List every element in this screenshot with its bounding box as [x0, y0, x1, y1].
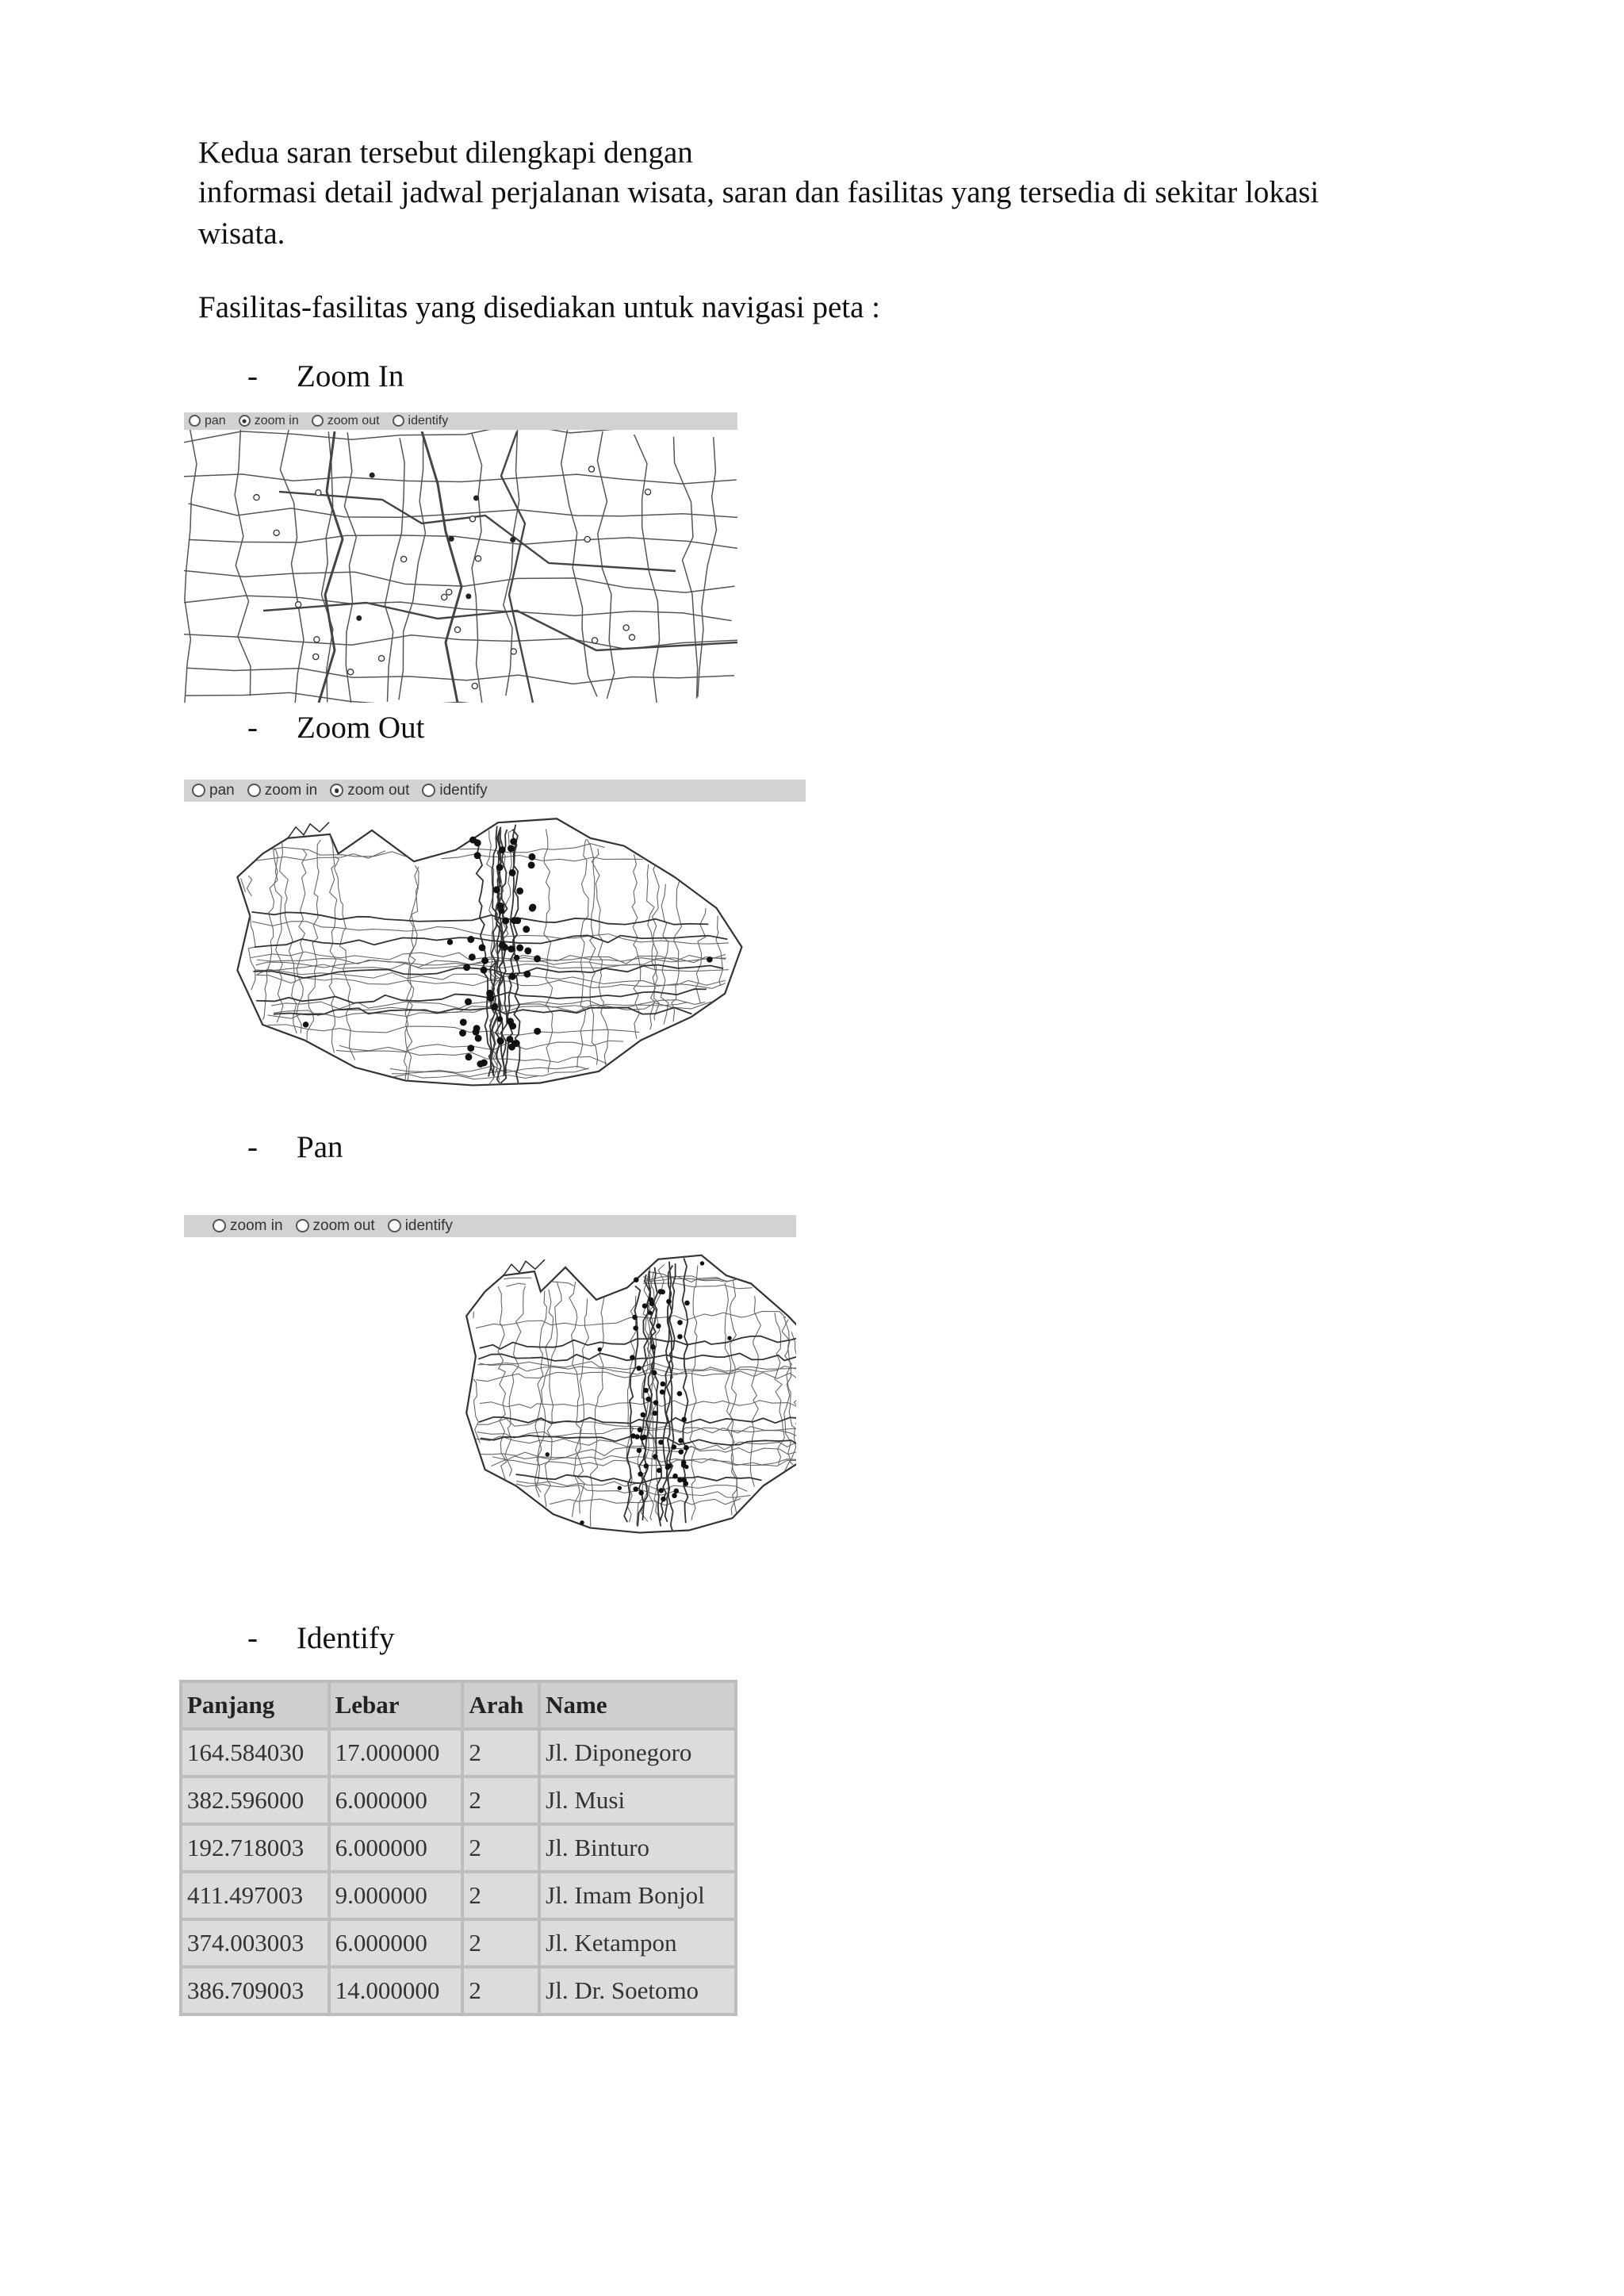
poi-marker	[638, 1427, 643, 1432]
radio-button[interactable]	[213, 1219, 226, 1232]
table-header-row	[182, 1683, 734, 1727]
map-pan[interactable]	[184, 1215, 796, 1564]
poi-marker	[313, 654, 319, 659]
poi-marker	[508, 845, 515, 852]
poi-marker	[511, 649, 516, 654]
radio-label: pan	[209, 782, 235, 799]
poi-marker	[496, 864, 504, 871]
poi-marker	[638, 1471, 643, 1477]
poi-marker	[677, 1320, 683, 1325]
map-toolbar	[184, 780, 806, 802]
poi-marker	[653, 1411, 658, 1416]
intro-line-2: informasi detail jadwal perjalanan wisata, saran dan fasilitas yang tersedia di sekitar lokasi	[198, 175, 1320, 209]
poi-marker	[677, 1478, 683, 1483]
bullet-dash: -	[247, 359, 258, 393]
cell-name: Jl. Imam Bonjol	[541, 1873, 734, 1918]
radio-button[interactable]	[192, 784, 205, 797]
road-line	[189, 504, 737, 518]
poi-marker	[481, 1060, 488, 1067]
road-map	[184, 412, 737, 703]
column-header: Name	[541, 1683, 734, 1727]
poi-marker	[465, 1053, 473, 1060]
poi-marker	[447, 939, 453, 945]
poi-marker	[618, 1486, 622, 1490]
road-line	[344, 432, 356, 703]
poi-marker	[638, 1490, 644, 1496]
poi-marker	[508, 945, 515, 953]
cell-name: Jl. Diponegoro	[541, 1731, 734, 1775]
poi-marker	[449, 536, 454, 542]
radio-button[interactable]	[393, 415, 404, 427]
district-boundary	[253, 965, 723, 978]
cell-lebar: 6.000000	[331, 1826, 462, 1870]
column-header: Lebar	[331, 1683, 462, 1727]
poi-marker	[672, 1474, 678, 1479]
table-row	[182, 1921, 734, 1965]
poi-marker	[597, 1347, 601, 1351]
poi-marker	[684, 1301, 690, 1306]
cell-lebar: 6.000000	[331, 1778, 462, 1823]
poi-marker	[677, 1334, 683, 1340]
cell-name: Jl. Dr. Soetomo	[541, 1968, 734, 2013]
poi-marker	[473, 495, 479, 500]
poi-marker	[524, 947, 531, 954]
cell-lebar: 14.000000	[331, 1968, 462, 2013]
road-line	[189, 535, 737, 549]
road-line	[280, 428, 304, 703]
radio-label: zoom in	[254, 414, 299, 427]
poi-marker	[528, 861, 535, 868]
road-line	[476, 1311, 786, 1328]
intro-line-3: wisata.	[198, 217, 285, 251]
road-line	[587, 840, 597, 1065]
road-line	[544, 829, 553, 1072]
poi-marker	[523, 971, 530, 978]
poi-marker	[467, 936, 474, 943]
road-line	[256, 851, 385, 861]
radio-button[interactable]	[296, 1219, 309, 1232]
radio-option-identify[interactable]	[422, 780, 487, 802]
poi-marker	[648, 1311, 652, 1315]
road-line	[399, 432, 426, 700]
road-line	[551, 1282, 573, 1286]
poi-marker	[516, 887, 523, 895]
cell-panjang: 382.596000	[182, 1778, 327, 1823]
poi-marker	[534, 1028, 541, 1035]
cell-arah: 2	[464, 1826, 538, 1870]
radio-button[interactable]	[422, 784, 435, 797]
poi-marker	[707, 956, 712, 962]
poi-marker	[314, 637, 320, 642]
road-line	[690, 1265, 698, 1520]
poi-marker	[475, 556, 481, 562]
poi-marker	[650, 1344, 656, 1350]
poi-marker	[491, 1003, 498, 1010]
poi-marker	[499, 846, 506, 853]
road-line	[274, 849, 283, 1023]
poi-marker	[658, 1439, 664, 1445]
poi-marker	[592, 638, 597, 643]
poi-marker	[511, 1040, 519, 1047]
poi-marker	[481, 957, 488, 964]
map-zoom-out[interactable]	[184, 780, 806, 1106]
radio-button[interactable]	[247, 784, 261, 797]
cell-panjang: 411.497003	[182, 1873, 327, 1918]
poi-marker	[642, 1435, 647, 1440]
radio-option-zoom-in[interactable]	[247, 780, 318, 802]
radio-label: pan	[205, 414, 226, 427]
poi-marker	[469, 837, 477, 844]
road-line	[441, 854, 642, 861]
cell-name: Jl. Binturo	[541, 1826, 734, 1870]
radio-label: zoom in	[230, 1217, 283, 1234]
poi-marker	[254, 495, 259, 500]
table-row	[182, 1873, 734, 1918]
road-line	[643, 1283, 753, 1289]
poi-marker	[516, 945, 523, 952]
poi-marker	[727, 1336, 731, 1340]
poi-marker	[630, 1355, 635, 1360]
road-line	[791, 1332, 796, 1450]
road-line	[186, 668, 734, 684]
section-label-zoom-out: Zoom Out	[297, 711, 425, 745]
district-boundary	[256, 989, 707, 1003]
road-line	[339, 1041, 623, 1051]
poi-marker	[481, 967, 488, 974]
cell-panjang: 164.584030	[182, 1731, 327, 1775]
poi-marker	[661, 1497, 666, 1502]
poi-marker	[510, 838, 517, 845]
poi-marker	[465, 593, 471, 599]
poi-marker	[657, 1468, 662, 1474]
cell-panjang: 386.709003	[182, 1968, 327, 2013]
section-label-pan: Pan	[297, 1130, 343, 1164]
poi-marker	[684, 1481, 689, 1486]
road-line	[272, 847, 406, 857]
poi-marker	[672, 1493, 677, 1499]
poi-marker	[514, 917, 521, 924]
section-label-identify: Identify	[297, 1621, 395, 1655]
radio-label: zoom out	[312, 1217, 375, 1234]
poi-marker	[460, 1018, 467, 1025]
road-line	[480, 1400, 796, 1408]
poi-marker	[514, 955, 519, 960]
poi-marker	[666, 1463, 672, 1469]
table-row	[182, 1968, 734, 2013]
table-row	[182, 1826, 734, 1870]
radio-button[interactable]	[330, 784, 343, 797]
radio-option-identify[interactable]	[393, 412, 449, 430]
road-line	[248, 914, 255, 990]
poi-marker	[634, 1277, 639, 1282]
poi-marker	[644, 1463, 649, 1469]
road-line	[185, 692, 735, 703]
poi-marker	[469, 516, 475, 522]
radio-label: identify	[404, 1217, 453, 1234]
main-road	[319, 431, 343, 703]
road-line	[545, 1282, 561, 1508]
bullet-dash: -	[247, 1621, 258, 1655]
poi-marker	[632, 1315, 638, 1320]
cell-arah: 2	[464, 1873, 538, 1918]
poi-marker	[584, 536, 590, 542]
poi-marker	[588, 466, 594, 472]
poi-marker	[454, 627, 460, 632]
road-line	[698, 437, 717, 697]
poi-marker	[633, 1325, 638, 1331]
road-line	[577, 839, 588, 1068]
poi-marker	[499, 908, 504, 914]
poi-marker	[510, 537, 515, 542]
poi-marker	[370, 473, 375, 478]
road-line	[674, 437, 698, 699]
main-road	[501, 431, 533, 703]
poi-marker	[523, 926, 530, 933]
road-line	[459, 844, 604, 853]
poi-marker	[684, 1445, 689, 1451]
road-line	[268, 1025, 640, 1035]
poi-marker	[475, 1035, 482, 1042]
map-zoom-in[interactable]	[184, 412, 737, 703]
radio-button[interactable]	[189, 415, 201, 427]
cell-lebar: 6.000000	[331, 1921, 462, 1965]
poi-marker	[463, 964, 470, 971]
radio-button[interactable]	[312, 415, 324, 427]
radio-label: zoom in	[264, 782, 318, 799]
poi-marker	[660, 1389, 665, 1395]
poi-marker	[649, 1297, 654, 1303]
district-boundary	[274, 1007, 692, 1014]
table-row	[182, 1778, 734, 1823]
cell-panjang: 192.718003	[182, 1826, 327, 1870]
road-line	[473, 1379, 481, 1443]
radio-option-identify[interactable]	[388, 1215, 453, 1237]
cell-arah: 2	[464, 1921, 538, 1965]
poi-marker	[442, 594, 447, 600]
poi-marker	[534, 955, 541, 962]
poi-marker	[465, 999, 472, 1006]
road-line	[184, 474, 737, 484]
road-line	[597, 431, 614, 699]
cell-arah: 2	[464, 1968, 538, 2013]
road-line	[716, 916, 722, 986]
radio-label: zoom out	[347, 782, 410, 799]
poi-marker	[637, 1448, 642, 1454]
poi-marker	[274, 530, 279, 535]
poi-marker	[528, 853, 535, 861]
cell-arah: 2	[464, 1778, 538, 1823]
column-header: Arah	[464, 1683, 538, 1727]
poi-marker	[661, 1382, 666, 1387]
poi-marker	[493, 886, 500, 893]
poi-marker	[467, 1045, 474, 1052]
road-line	[661, 884, 668, 1025]
road-line	[590, 1297, 603, 1527]
poi-marker	[660, 1290, 665, 1295]
poi-marker	[580, 1520, 584, 1524]
road-line	[262, 849, 278, 1020]
column-header: Panjang	[182, 1683, 327, 1727]
district-boundary	[478, 1353, 796, 1361]
poi-marker	[700, 1261, 704, 1265]
poi-marker	[546, 1452, 550, 1456]
poi-marker	[509, 1022, 516, 1029]
radio-option-zoom-in[interactable]	[239, 412, 299, 430]
poi-marker	[684, 1465, 688, 1469]
map-toolbar	[184, 412, 737, 430]
poi-marker	[459, 1029, 466, 1037]
table-row	[182, 1731, 734, 1775]
poi-marker	[636, 1366, 642, 1371]
cell-name: Jl. Musi	[541, 1778, 734, 1823]
poi-marker	[643, 1388, 649, 1393]
road-line	[385, 438, 404, 702]
poi-marker	[645, 1397, 651, 1402]
radio-label: identify	[439, 782, 488, 799]
poi-marker	[529, 905, 536, 912]
road-line	[775, 1313, 784, 1464]
bullet-dash: -	[247, 1130, 258, 1164]
poi-marker	[469, 953, 476, 960]
poi-marker	[634, 1434, 640, 1439]
poi-marker	[633, 1486, 638, 1492]
road-line	[235, 427, 251, 696]
intro-line-1: Kedua saran tersebut dilengkapi dengan	[198, 136, 693, 170]
radio-button[interactable]	[239, 415, 251, 427]
cell-lebar: 17.000000	[331, 1731, 462, 1775]
map-toolbar	[184, 1215, 796, 1237]
poi-marker	[347, 669, 353, 675]
radio-label: identify	[408, 414, 449, 427]
poi-marker	[653, 1454, 658, 1459]
poi-marker	[446, 589, 452, 595]
poi-marker	[656, 1324, 661, 1329]
cell-name: Jl. Ketampon	[541, 1921, 734, 1965]
poi-marker	[502, 918, 509, 925]
poi-marker	[652, 1370, 657, 1376]
poi-marker	[473, 1025, 481, 1032]
district-boundary	[479, 1417, 796, 1424]
poi-marker	[681, 1416, 687, 1422]
facilities-heading: Fasilitas-fasilitas yang disediakan untuk navigasi peta :	[198, 290, 880, 324]
radio-button[interactable]	[388, 1219, 401, 1232]
poi-marker	[641, 1412, 646, 1418]
poi-marker	[472, 683, 477, 688]
poi-marker	[678, 1449, 684, 1455]
poi-marker	[623, 625, 629, 631]
poi-marker	[497, 1037, 504, 1045]
radio-option-zoom-out[interactable]	[296, 1215, 375, 1237]
poi-marker	[677, 1391, 683, 1397]
poi-marker	[666, 1299, 672, 1305]
poi-marker	[629, 634, 634, 640]
radio-option-zoom-in[interactable]	[213, 1215, 283, 1237]
poi-marker	[401, 556, 407, 562]
cell-lebar: 9.000000	[331, 1873, 462, 1918]
poi-marker	[316, 490, 321, 496]
radio-option-zoom-out[interactable]	[330, 780, 409, 802]
bullet-dash: -	[247, 711, 258, 745]
cell-arah: 2	[464, 1731, 538, 1775]
road-line	[505, 1286, 525, 1476]
road-line	[185, 425, 197, 703]
poi-marker	[296, 602, 301, 608]
poi-marker	[645, 489, 650, 495]
main-road	[422, 431, 462, 703]
radio-label: zoom out	[327, 414, 380, 427]
road-line	[473, 1312, 474, 1319]
poi-marker	[673, 1489, 679, 1494]
poi-marker	[509, 973, 516, 980]
poi-marker	[499, 941, 506, 949]
road-line	[750, 1296, 760, 1487]
section-label-zoom-in: Zoom In	[297, 359, 404, 393]
poi-marker	[486, 990, 493, 997]
road-line	[472, 433, 483, 703]
poi-marker	[653, 1400, 659, 1405]
road-line	[498, 1286, 507, 1480]
poi-marker	[671, 1444, 676, 1450]
road-line	[569, 1282, 584, 1514]
road-line	[516, 1484, 751, 1497]
poi-marker	[479, 944, 486, 951]
poi-marker	[356, 615, 362, 621]
road-map	[184, 1215, 796, 1564]
poi-marker	[509, 869, 516, 876]
poi-marker	[659, 1488, 665, 1493]
poi-marker	[678, 1438, 684, 1443]
radio-option-pan[interactable]	[189, 412, 226, 430]
identify-result-table	[179, 1680, 737, 2016]
poi-marker	[303, 1022, 308, 1027]
poi-marker	[378, 655, 384, 661]
road-map	[184, 780, 806, 1106]
cell-panjang: 374.003003	[182, 1921, 327, 1965]
road-line	[247, 876, 251, 896]
poi-marker	[497, 1016, 503, 1022]
poi-marker	[474, 852, 481, 859]
radio-option-pan[interactable]	[192, 780, 235, 802]
road-line	[480, 1363, 796, 1381]
poi-marker	[642, 1303, 648, 1309]
road-line	[507, 1283, 526, 1286]
radio-option-zoom-out[interactable]	[312, 412, 380, 430]
